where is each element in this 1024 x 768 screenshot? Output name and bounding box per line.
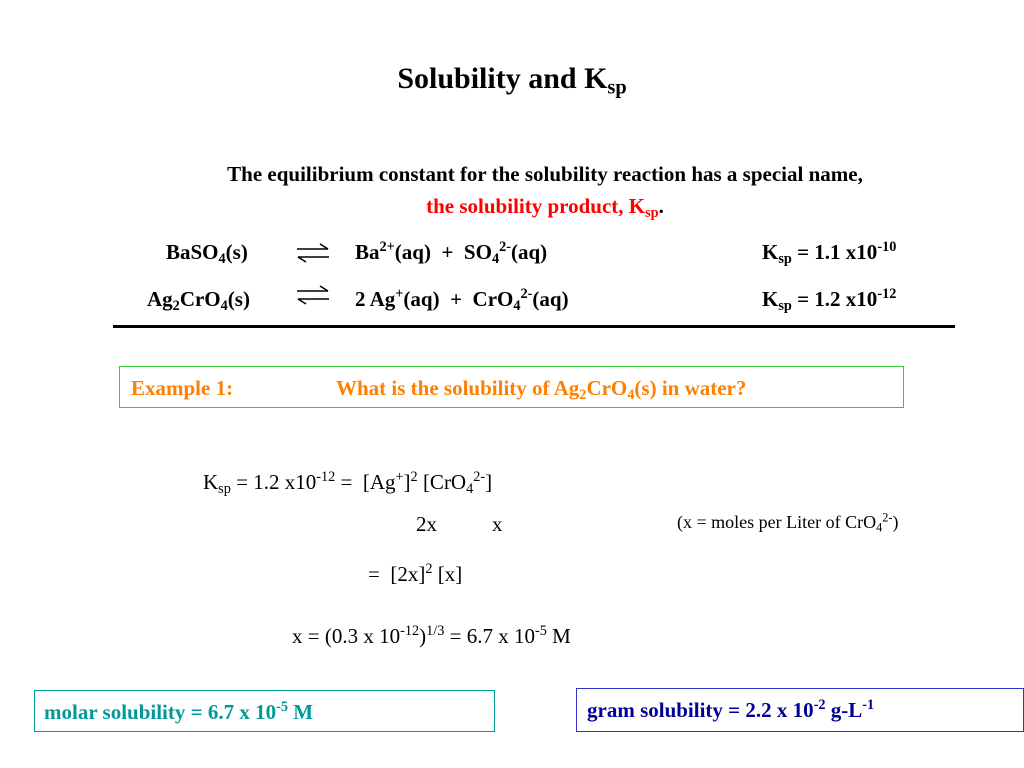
- intro-line-2: the solubility product, $K_{sp}$.: [426, 194, 664, 221]
- gram-solubility-text: gram solubility = 2.2 x $10^{-2}$ $g-L^{-1}$: [587, 697, 875, 722]
- equilibrium-arrows-icon: [295, 284, 331, 306]
- divider: [113, 325, 955, 328]
- x-definition-note: (x = moles per Liter of CrO$_4^{2-}$): [677, 510, 899, 535]
- reaction-2-reactant: $Ag_2CrO_4(s)$: [147, 287, 250, 314]
- x-solution: x = (0.3 x $10^{-12})^{1/3} = 6.7$ x $10^{-5}$ M: [292, 623, 571, 648]
- reaction-1-reactant: BaSO$_4$(s): [166, 240, 248, 267]
- molar-solubility-text: molar solubility = 6.7 x $10^{-5}$ M: [44, 699, 314, 724]
- ag-concentration-label: 2x: [416, 512, 437, 536]
- example-label: Example 1:: [131, 376, 234, 400]
- ksp-expression: $K_{sp} = 1.2$ $x10^{-12} = [Ag^+]^2$ [CrO$_4^{2-}$]: [203, 469, 493, 497]
- substituted-expression: = $[2x]^2$ [x]: [368, 561, 463, 586]
- reaction-2-ksp: $K_{sp} = 1.2$ $x10^{-12}$: [762, 286, 897, 314]
- page-title: Solubility and $K_{sp}$: [397, 62, 627, 99]
- equilibrium-arrows-icon: [295, 242, 331, 264]
- reaction-2-products: 2 Ag+(aq) + CrO$_4^{2-}$(aq): [355, 286, 569, 314]
- cro4-concentration-label: x: [492, 512, 503, 536]
- intro-line-1: The equilibrium constant for the solubility reaction has a special name,: [227, 162, 863, 186]
- example-question: What is the solubility of $Ag_2CrO_4(s)$ in water?: [336, 376, 747, 403]
- reaction-1-products: $Ba^{2+}(aq) + SO_4^{2-}(aq)$: [355, 239, 548, 267]
- reaction-1-ksp: $K_{sp} = 1.1$ $x10^{-10}$: [762, 239, 897, 267]
